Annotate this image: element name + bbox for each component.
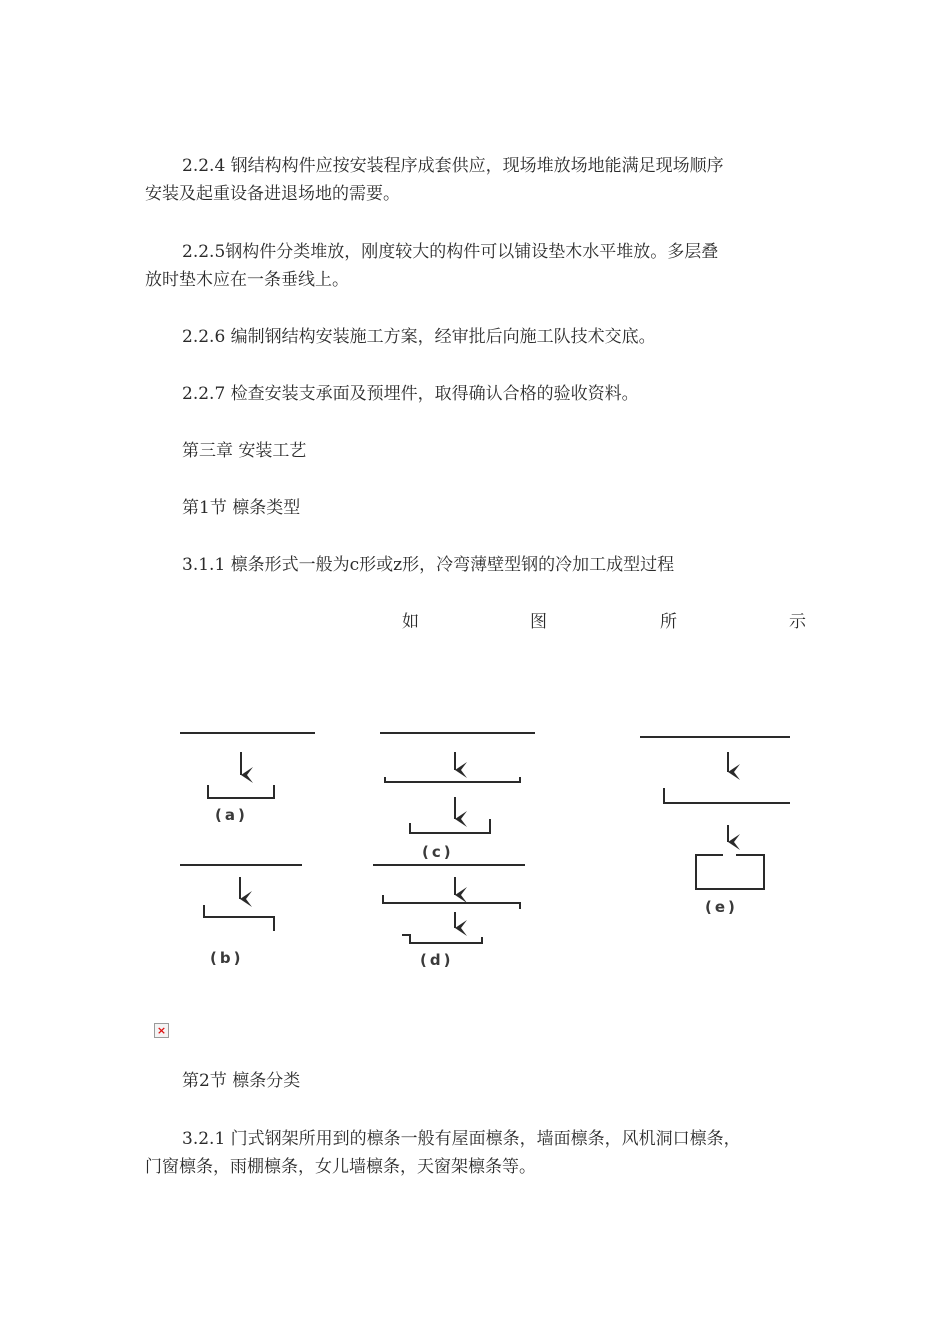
spread-char-3: 所	[660, 612, 677, 632]
forming-process-a	[180, 733, 315, 798]
section-1-heading: 第1节 檩条类型	[182, 498, 301, 518]
forming-process-e	[640, 737, 790, 889]
section-2-heading: 第2节 檩条分类	[182, 1071, 301, 1091]
spread-char-2: 图	[530, 612, 547, 632]
para-3-2-1-line2: 门窗檩条，雨棚檩条，女儿墙檩条，天窗架檩条等。	[145, 1157, 536, 1177]
para-2-2-5-line1: 2.2.5钢构件分类堆放，刚度较大的构件可以铺设垫木水平堆放。多层叠	[182, 242, 719, 262]
label-a: (a)	[215, 806, 248, 824]
broken-image-icon: ×	[154, 1023, 169, 1038]
para-3-1-1: 3.1.1 檩条形式一般为c形或z形，冷弯薄壁型钢的冷加工成型过程	[182, 555, 675, 575]
label-b: (b)	[210, 949, 244, 967]
para-2-2-5-line2: 放时垫木应在一条垂线上。	[145, 270, 349, 290]
label-c: (c)	[422, 843, 454, 861]
forming-process-d	[373, 865, 525, 943]
para-2-2-7: 2.2.7 检查安装支承面及预埋件，取得确认合格的验收资料。	[182, 384, 639, 404]
para-2-2-4-line1: 2.2.4 钢结构构件应按安装程序成套供应，现场堆放场地能满足现场顺序	[182, 156, 724, 176]
para-2-2-4-line2: 安装及起重设备进退场地的需要。	[145, 184, 400, 204]
chapter-3-heading: 第三章 安装工艺	[182, 441, 307, 461]
para-2-2-6: 2.2.6 编制钢结构安装施工方案，经审批后向施工队技术交底。	[182, 327, 656, 347]
spread-char-1: 如	[402, 612, 419, 632]
label-d: (d)	[420, 951, 454, 969]
para-3-2-1-line1: 3.2.1 门式钢架所用到的檩条一般有屋面檩条，墙面檩条，风机洞口檩条，	[182, 1129, 741, 1149]
forming-process-c	[380, 733, 535, 833]
spread-char-4: 示	[789, 612, 806, 632]
label-e: (e)	[705, 898, 738, 916]
forming-process-b	[180, 865, 302, 931]
purlin-forming-diagram	[170, 715, 810, 985]
